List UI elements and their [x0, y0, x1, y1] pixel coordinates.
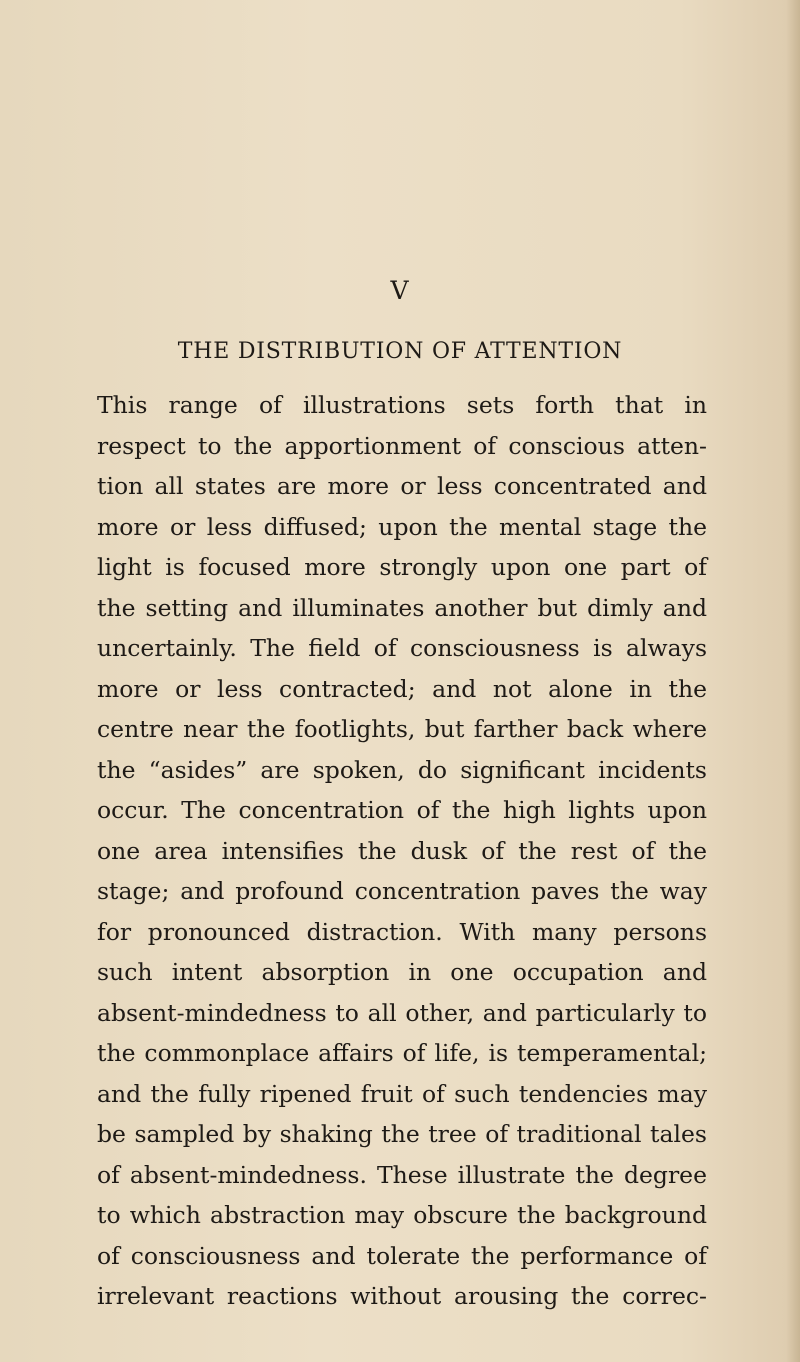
text-line: such intent absorption in one occupation and: [97, 958, 707, 986]
text-line: This range of illustrations sets forth that in: [97, 391, 707, 419]
text-line: to which abstraction may obscure the background: [97, 1201, 707, 1229]
text-line: the commonplace affairs of life, is temperamental;: [97, 1039, 707, 1067]
text-line: be sampled by shaking the tree of traditional tales: [97, 1120, 707, 1148]
text-line: of consciousness and tolerate the performance of: [97, 1241, 707, 1270]
chapter-title: THE DISTRIBUTION OF ATTENTION: [177, 339, 623, 364]
text-line: irrelevant reactions without arousing the correc-: [97, 1282, 707, 1310]
page-edge-shadow: [786, 0, 800, 1362]
text-line: the “asides” are spoken, do significant incidents: [97, 755, 707, 784]
text-line: light is focused more strongly upon one part of: [97, 553, 707, 581]
text-line: stage; and profound concentration paves the way: [97, 877, 707, 905]
text-line: tion all states are more or less concentrated and: [97, 472, 707, 500]
text-line: occur. The concentration of the high lights upon: [97, 796, 707, 824]
text-line: centre near the footlights, but farther back where: [97, 715, 707, 743]
text-line: one area intensifies the dusk of the rest of the: [97, 836, 707, 865]
text-line: of absent-mindedness. These illustrate the degree: [97, 1160, 707, 1189]
text-line: and the fully ripened fruit of such tendencies may: [97, 1079, 707, 1108]
body-paragraph: [97, 385, 707, 1317]
text-line: for pronounced distraction. With many persons: [97, 917, 707, 946]
text-line: more or less diffused; upon the mental stage the: [97, 512, 707, 541]
chapter-number: V: [390, 276, 410, 305]
text-line: the setting and illuminates another but dimly and: [97, 593, 707, 622]
text-line: absent-mindedness to all other, and particularly to: [97, 998, 707, 1027]
text-line: more or less contracted; and not alone in the: [97, 674, 707, 703]
text-line: respect to the apportionment of conscious atten-: [97, 431, 707, 460]
text-line: uncertainly. The field of consciousness is always: [97, 634, 707, 662]
